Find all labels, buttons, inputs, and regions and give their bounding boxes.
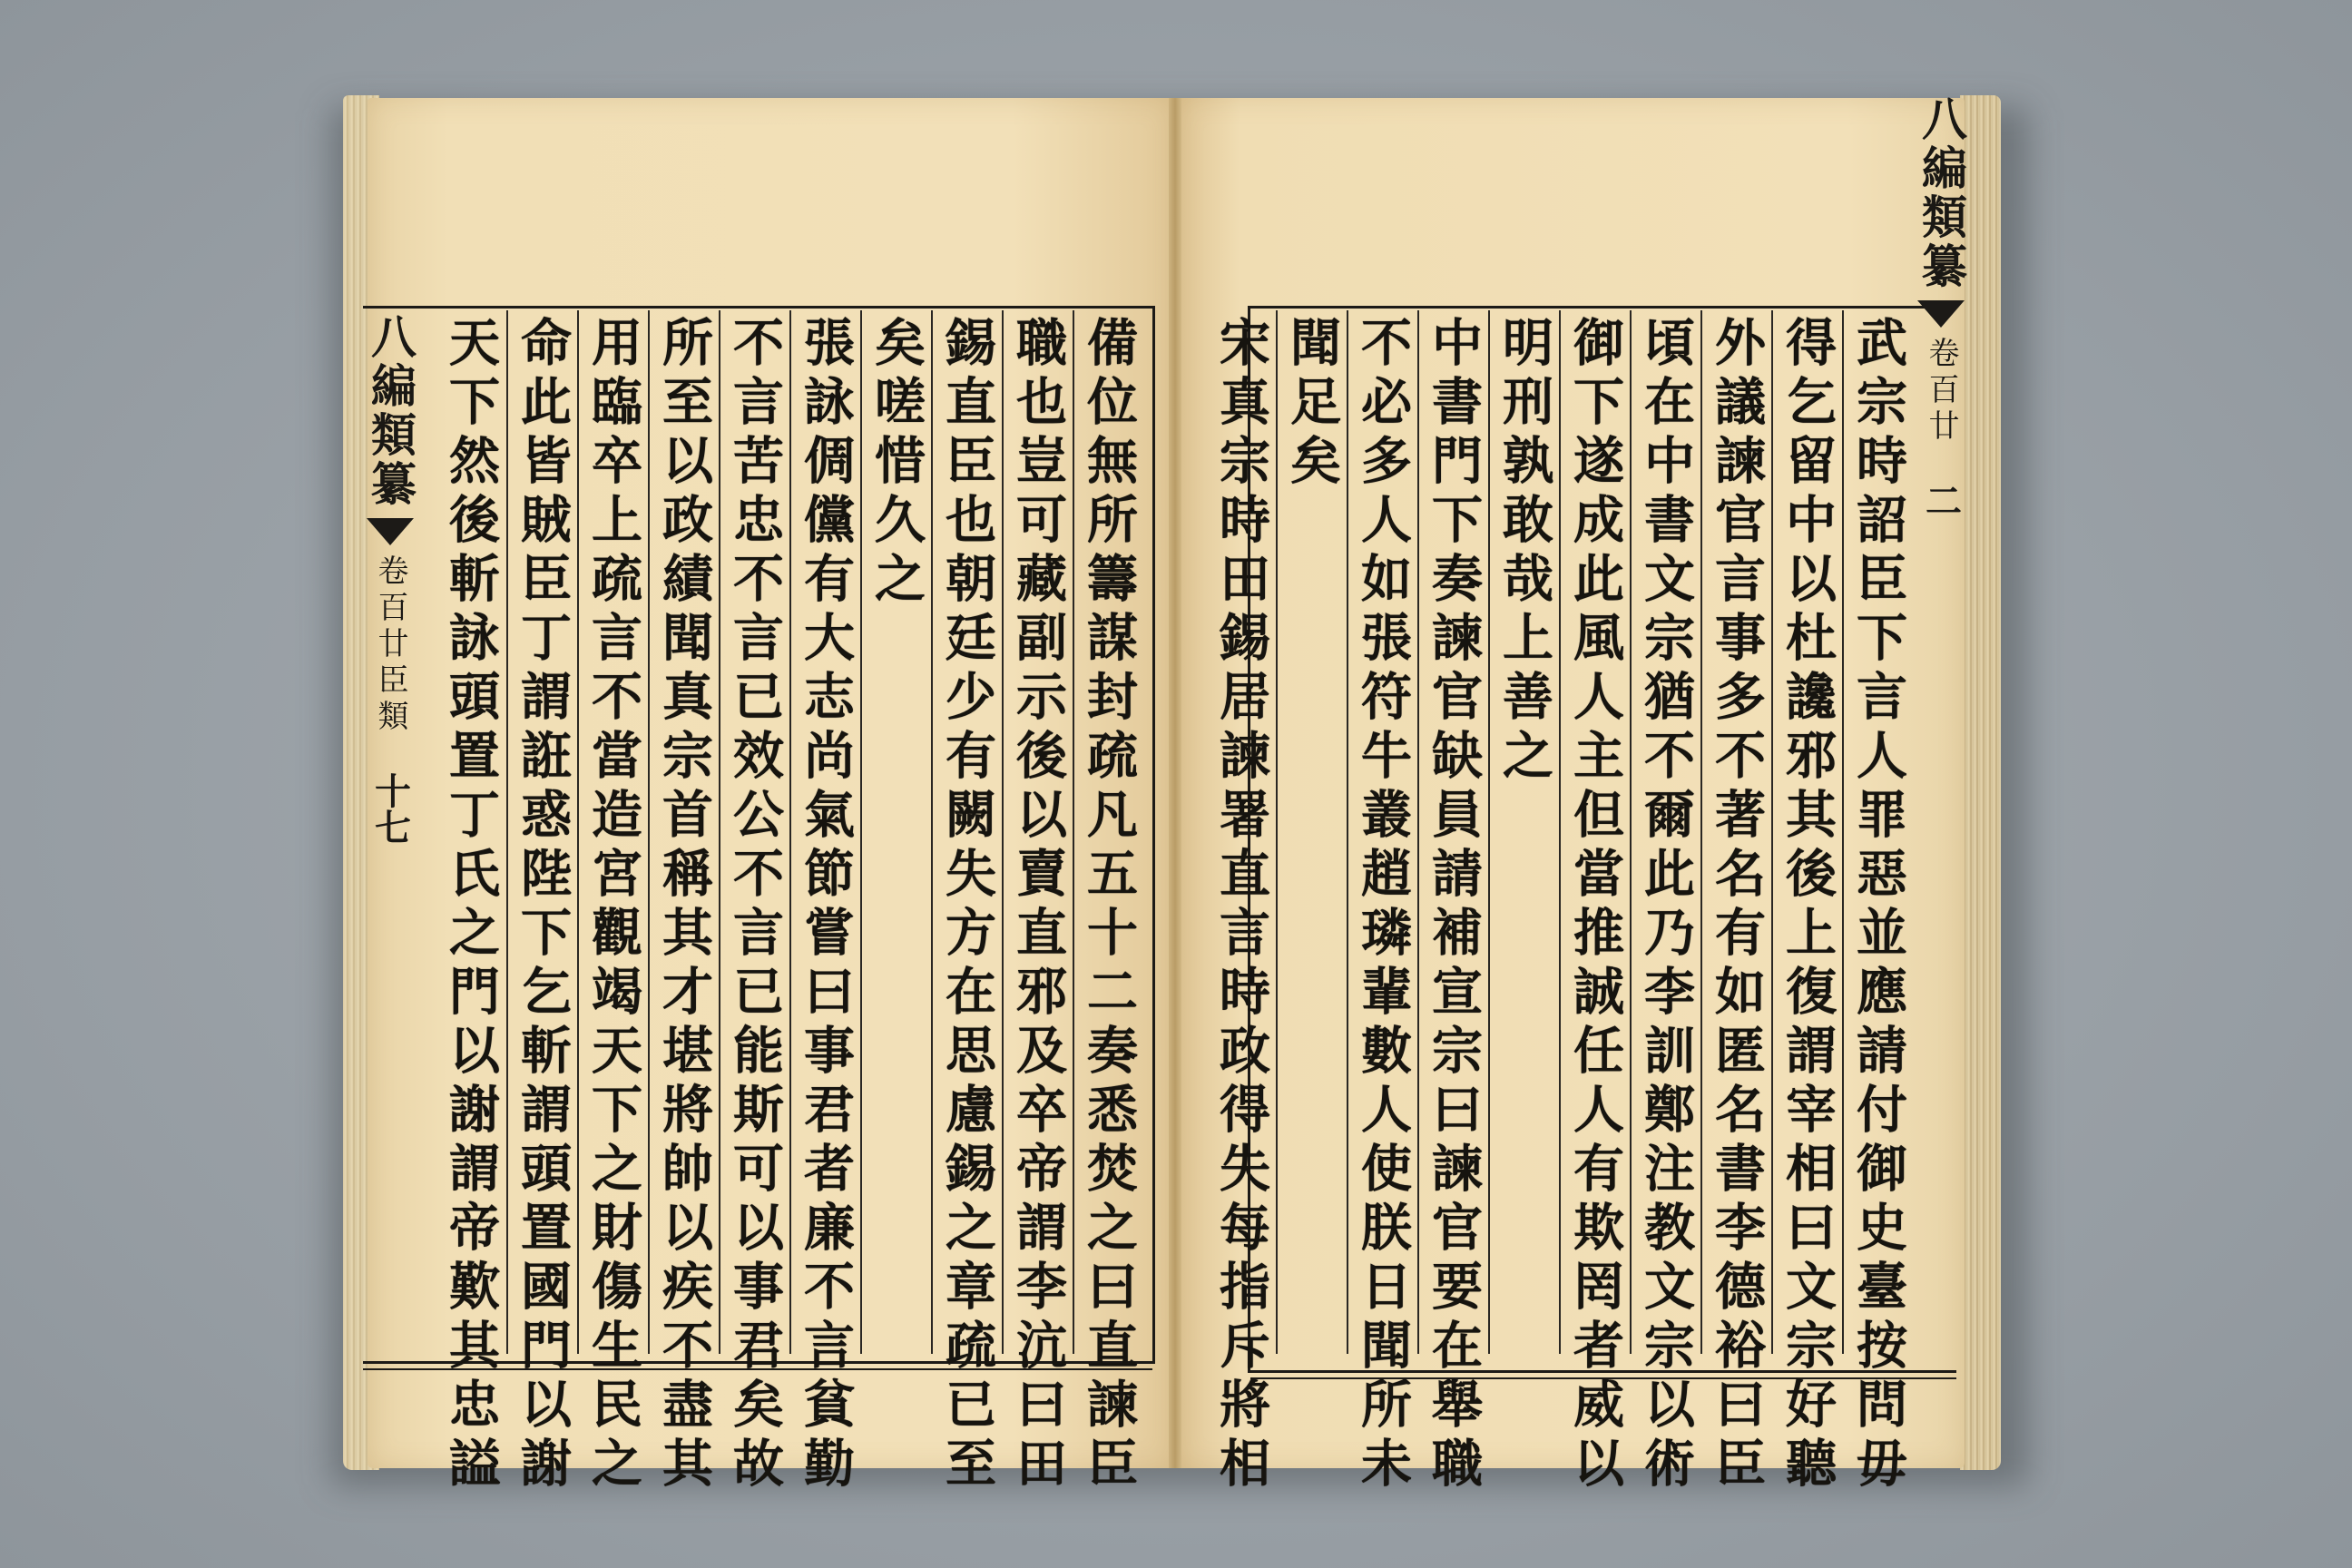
column-text: 頃在中書文宗猶不爾此乃李訓鄭注教文宗以術 (1636, 316, 1696, 1495)
banner-folio: 十七 (368, 772, 412, 845)
column-text: 錫直臣也朝廷少有闕失方在思慮錫之章疏已至 (937, 316, 997, 1495)
banner-category: 臣類 (372, 663, 408, 736)
text-column (931, 310, 1002, 1495)
column-text: 外議諫官言事多不著名有如匿名書李德裕曰臣 (1707, 316, 1767, 1495)
column-text: 明刑孰敢哉上善之 (1494, 316, 1554, 788)
right-page-text (1211, 310, 1913, 1495)
text-column (1842, 310, 1913, 1495)
text-column (1488, 310, 1559, 1354)
banner-title: 八編類纂 (1915, 95, 1968, 291)
column-text: 中書門下奏諫官缺員請補宣宗曰諫官要在舉職 (1424, 316, 1484, 1495)
book-gutter (1169, 98, 1181, 1468)
column-text: 所至以政績聞真宗首稱其才堪將帥以疾不盡其 (654, 316, 714, 1495)
text-column (648, 310, 719, 1495)
column-text: 職也豈可藏副示後以賣直邪及卒帝謂李沆曰田 (1008, 316, 1068, 1495)
fish-tail-mark-icon (1917, 300, 1965, 328)
text-column (789, 310, 860, 1495)
banner-volume: 卷百廿 (1923, 337, 1959, 446)
column-text: 備位無所籌謀封疏凡五十二奏悉焚之曰直諫臣 (1079, 316, 1139, 1495)
column-text: 矣嗟惜久之 (867, 316, 926, 611)
column-text: 御下遂成此風人主但當推誠任人有欺罔者威以 (1565, 316, 1625, 1495)
text-column (1417, 310, 1488, 1495)
column-text: 不必多人如張符牛叢趙璘輩數人使朕日聞所未 (1353, 316, 1413, 1495)
text-column (506, 310, 577, 1495)
text-column (1073, 310, 1143, 1495)
text-column (1559, 310, 1630, 1495)
column-text: 命此皆賊臣丁謂誑惑陛下乞斬謂頭置國門以謝 (513, 316, 573, 1495)
banner-title: 八編類纂 (364, 313, 417, 509)
text-column (719, 310, 789, 1495)
text-column (1630, 310, 1700, 1495)
text-column (577, 310, 648, 1495)
text-column (436, 310, 506, 1495)
text-column (1771, 310, 1842, 1495)
column-text: 武宗時詔臣下言人罪惡並應請付御史臺按問毋 (1848, 316, 1908, 1495)
column-text: 聞足矣 (1282, 316, 1342, 493)
column-text: 得乞留中以杜讒邪其後上復謂宰相曰文宗好聽 (1778, 316, 1838, 1495)
left-page-banner (359, 313, 421, 845)
text-column (1700, 310, 1771, 1495)
column-text: 天下然後斬詠頭置丁氏之門以謝謂帝歎其忠謚 (441, 316, 501, 1495)
text-column (1207, 310, 1276, 1495)
column-text: 宋真宗時田錫居諫署直言時政得失每指斥將相 (1211, 316, 1271, 1495)
right-page-banner (1910, 95, 1972, 518)
fish-tail-mark-icon (367, 518, 414, 545)
text-column (1276, 310, 1347, 1354)
text-column (1347, 310, 1417, 1495)
column-text: 張詠倜儻有大志尚氣節嘗曰事君者廉不言貧勤 (796, 316, 856, 1495)
text-column (860, 310, 931, 1354)
banner-folio: 二 (1919, 482, 1963, 518)
column-text: 用臨卒上疏言不當造宮觀竭天下之財傷生民之 (583, 316, 643, 1495)
left-page-text (436, 310, 1143, 1495)
column-text: 不言苦忠不言已效公不言已能斯可以事君矣故 (725, 316, 785, 1495)
banner-volume: 卷百廿 (372, 554, 408, 663)
text-column (1002, 310, 1073, 1495)
